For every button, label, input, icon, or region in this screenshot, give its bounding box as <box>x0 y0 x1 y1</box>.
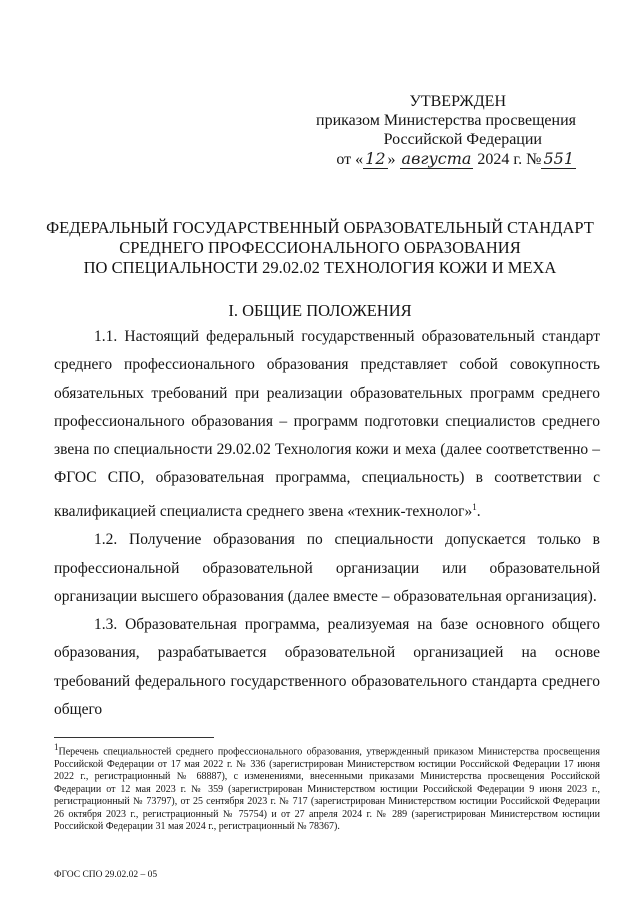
title-line-1: ФЕДЕРАЛЬНЫЙ ГОСУДАРСТВЕННЫЙ ОБРАЗОВАТЕЛЬНЫЙ СТАНДАРТ <box>46 218 594 237</box>
approval-date-line: от « 12 » августа 2024 г. № 551 <box>336 149 574 168</box>
page-footer: ФГОС СПО 29.02.02 – 05 <box>54 870 158 880</box>
paragraph-1-1: 1.1. Настоящий федеральный государственный образовательный стандарт среднего профессионального образования представляет собой совокупность обязательных требований при реализации образовательных программ среднего профессионального образования – программ подготовки специалистов среднего звена по специальности 29.02.02 Технология кожи и меха (далее соответственно – ФГОС СПО, образовательная программа, специальность) в соответствии с квалификацией специалиста среднего звена «техник-технолог»$^1$. <box>54 328 600 520</box>
footnote <box>54 741 600 834</box>
approval-block <box>316 92 576 169</box>
footnote-mark: 1 <box>54 742 59 752</box>
footnote-divider <box>54 737 214 738</box>
document-body <box>54 323 600 724</box>
paragraph-1-2: 1.2. Получение образования по специальности допускается только в профессиональной образовательной организации или образовательной организации высшего образования (далее вместе – образовательная организация). <box>54 531 600 605</box>
handwritten-day: 12 <box>365 149 386 168</box>
paragraph-1-3: 1.3. Образовательная программа, реализуемая на базе основного общего образования, разрабатывается образовательной организацией на основе требований федерального государственного образовательного стандарта среднего общего <box>54 616 600 719</box>
approval-order-line: приказом Министерства просвещения <box>316 112 576 129</box>
footnote-text: Перечень специальностей среднего профессионального образования, утвержденный приказом Министерства просвещения Российской Федерации от 17 мая 2022 г. № 336 (зарегистрирован Министерством юстиции Российской Федерации 17 июня 2022 г., регистрационный № 68887), с изменениями, внесенными приказами Министерства просвещения Российской Федерации от 12 мая 2023 г. № 359 (зарегистрирован Министерством юстиции Российской Федерации 9 июня 2023 г., регистрационный № 73797), от 25 сентября 2023 г. № 717 (зарегистрирован Министерством юстиции Российской Федерации 26 октября 2023 г., регистрационный № 75754) и от 27 апреля 2024 г. № 289 (зарегистрирован Министерством юстиции Российской Федерации 31 мая 2024 г., регистрационный № 78367). <box>54 746 600 833</box>
approval-heading: УТВЕРЖДЕН <box>409 93 506 110</box>
title-line-2: СРЕДНЕГО ПРОФЕССИОНАЛЬНОГО ОБРАЗОВАНИЯ <box>119 238 521 257</box>
handwritten-number: 551 <box>543 149 574 168</box>
section-heading: I. ОБЩИЕ ПОЛОЖЕНИЯ <box>228 301 412 320</box>
document-title <box>40 218 600 278</box>
footnote-reference: 1 <box>472 501 477 512</box>
approval-country-line: Российской Федерации <box>383 131 542 148</box>
handwritten-month: августа <box>401 149 472 168</box>
title-line-3: ПО СПЕЦИАЛЬНОСТИ 29.02.02 ТЕХНОЛОГИЯ КОЖИ И МЕХА <box>83 258 557 277</box>
